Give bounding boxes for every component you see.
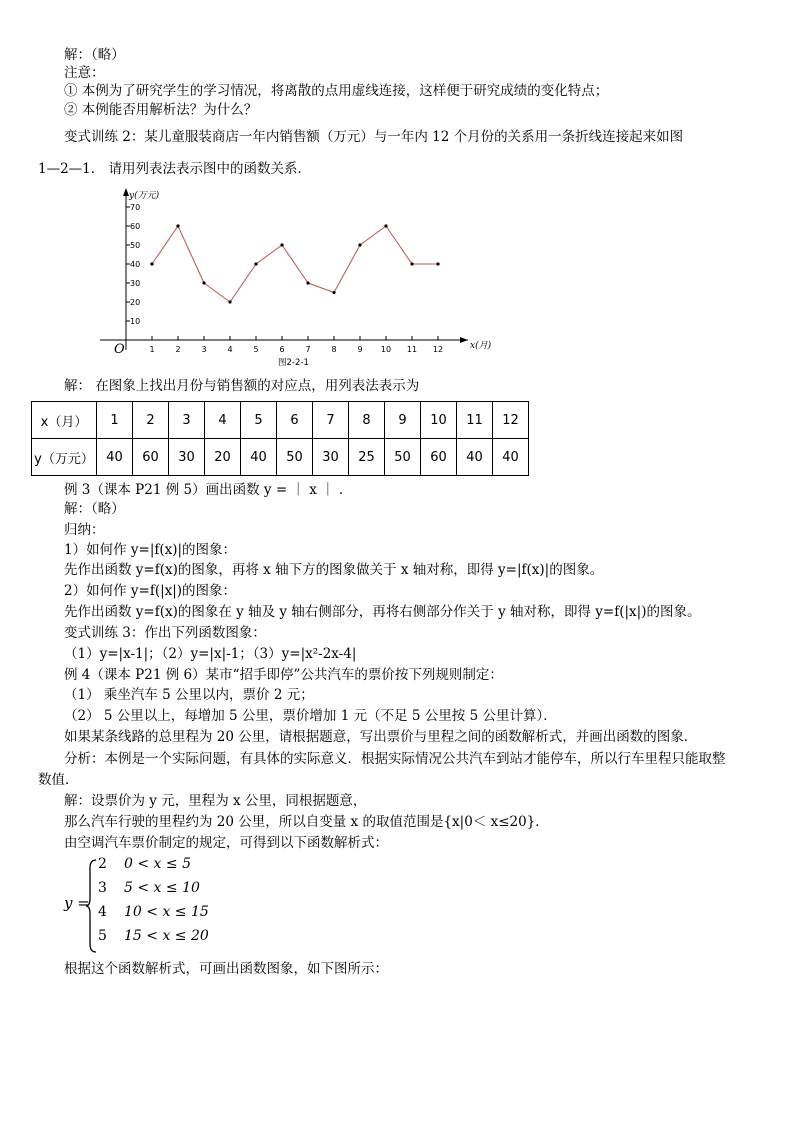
x-tick-label: 5: [253, 345, 259, 354]
piecewise-lhs: y =: [64, 894, 90, 912]
piecewise-range: 5 < x ≤ 10: [124, 880, 200, 896]
table-cell-month: 2: [133, 402, 169, 439]
summary-item-2: 2）如何作 y=f(|x|)的图象：: [64, 583, 237, 599]
table-cell-sales: 60: [421, 439, 457, 476]
x-tick-label: 7: [305, 345, 311, 354]
table-cell-sales: 25: [349, 439, 385, 476]
y-tick-label: 40: [130, 260, 141, 269]
y-tick-label: 20: [130, 298, 141, 307]
x-axis-label: x(月): [470, 341, 492, 351]
exercise-3-prompt: 变式训练 3：作出下列函数图象：: [64, 625, 266, 641]
y-tick-label: 50: [130, 241, 141, 250]
table-cell-month: 10: [421, 402, 457, 439]
table-cell-sales: 40: [241, 439, 277, 476]
example-4-title: 例 4（课本 P21 例 6）某市“招手即停”公共汽车的票价按下列规则制定：: [64, 667, 503, 683]
closing-text: 根据这个函数解析式，可画出函数图象，如下图所示：: [64, 961, 388, 977]
origin-label: O: [114, 342, 125, 357]
data-point: [332, 291, 335, 294]
table-cell-month: 4: [205, 402, 241, 439]
x-tick-label: 4: [227, 345, 233, 354]
table-cell-sales: 60: [133, 439, 169, 476]
piecewise-row: [98, 904, 209, 920]
data-point: [410, 262, 413, 265]
table-cell-month: 8: [349, 402, 385, 439]
series-line-segment: [204, 283, 230, 302]
data-point: [150, 262, 153, 265]
analysis-text-cont: 数值．: [38, 772, 79, 788]
series-line-segment: [230, 264, 256, 302]
note-heading: 注意：: [64, 65, 105, 81]
x-tick-label: 12: [432, 345, 444, 354]
piecewise-function: [64, 856, 224, 952]
piecewise-value: 2: [98, 856, 107, 872]
exercise-2-prompt: 变式训练 2：某儿童服装商店一年内销售额（万元）与一年内 12 个月份的关系用一条折线连接起来如图: [64, 129, 684, 145]
example-3-title: 例 3（课本 P21 例 5）画出函数 y = ｜ x ｜ ．: [64, 482, 353, 498]
table-cell-month: 3: [169, 402, 205, 439]
piecewise-value: 4: [98, 904, 107, 920]
summary-item-1: 1）如何作 y=|f(x)|的图象：: [64, 542, 237, 558]
x-tick-label: 2: [175, 345, 181, 354]
table-cell-sales: 40: [457, 439, 493, 476]
data-point: [280, 243, 283, 246]
x-tick-label: 9: [357, 345, 363, 354]
chart-caption: 图2-2-1: [278, 358, 309, 368]
series-line-segment: [386, 226, 412, 264]
piecewise-value: 5: [98, 928, 107, 944]
series-line-segment: [282, 245, 308, 283]
y-tick-label: 70: [130, 203, 141, 212]
data-point: [254, 262, 257, 265]
x-tick-label: 8: [331, 345, 337, 354]
table-header-y: y（万元）: [32, 439, 97, 476]
summary-item-2-text: 先作出函数 y=f(x)的图象在 y 轴及 y 轴右侧部分，再将右侧部分作关于 y 轴对称，即得 y=f(|x|)的图象。: [64, 604, 701, 620]
table-cell-sales: 30: [313, 439, 349, 476]
piecewise-row: [98, 928, 209, 944]
x-tick-label: 10: [380, 345, 392, 354]
x-axis-arrow: [460, 337, 468, 343]
piecewise-row: [98, 880, 200, 896]
example-4-question: 如果某条线路的总里程为 20 公里，请根据题意，写出票价与里程之间的函数解析式，并画出函数的图象．: [64, 729, 698, 745]
table-cell-month: 11: [457, 402, 493, 439]
table-cell-sales: 50: [385, 439, 421, 476]
y-axis-label: y(万元): [129, 191, 160, 201]
series-line-segment: [334, 245, 360, 293]
data-point: [228, 300, 231, 303]
table-row: [32, 439, 529, 476]
example-4-rule-1: （1） 乘坐汽车 5 公里以内，票价 2 元；: [64, 687, 314, 703]
table-cell-month: 9: [385, 402, 421, 439]
table-cell-month: 1: [97, 402, 133, 439]
data-point: [384, 224, 387, 227]
sales-line-chart: [96, 184, 516, 370]
series-line-segment: [256, 245, 282, 264]
analysis-text: 分析：本例是一个实际问题，有具体的实际意义．根据实际情况公共汽车到站才能停车，所以行车里程只能取整: [64, 751, 726, 767]
summary-item-1-text: 先作出函数 y=f(x)的图象，再将 x 轴下方的图象做关于 x 轴对称，即得 y=|f(x)|的图象。: [64, 562, 604, 578]
table-cell-sales: 40: [493, 439, 529, 476]
x-tick-label: 6: [279, 345, 285, 354]
solution-omitted-1: 解：（略）: [64, 47, 125, 63]
table-cell-month: 7: [313, 402, 349, 439]
piecewise-range: 10 < x ≤ 15: [124, 904, 209, 920]
note-item-2: ② 本例能否用解析法？为什么？: [64, 102, 258, 118]
table-cell-sales: 20: [205, 439, 241, 476]
piecewise-range: 15 < x ≤ 20: [124, 928, 209, 944]
data-point: [436, 262, 439, 265]
data-point: [358, 243, 361, 246]
series-line-segment: [360, 226, 386, 245]
exercise-3-items: （1）y=|x-1|；（2）y=|x|-1；（3）y=|x²-2x-4|: [64, 646, 357, 662]
y-tick-label: 60: [130, 222, 141, 231]
table-row: [32, 402, 529, 439]
y-tick-label: 30: [130, 279, 141, 288]
series-line-segment: [152, 226, 178, 264]
solution-domain: 那么汽车行驶的里程约为 20 公里，所以自变量 x 的取值范围是{x|0＜ x≤20}．: [64, 814, 549, 830]
solution-intro: 解：设票价为 y 元，里程为 x 公里，同根据题意，: [64, 793, 367, 809]
table-cell-month: 5: [241, 402, 277, 439]
x-tick-label: 3: [201, 345, 207, 354]
solution-exercise-2: 解： 在图象上找出月份与销售额的对应点，用列表法表示为: [64, 378, 420, 394]
note-item-1: ① 本例为了研究学生的学习情况，将离散的点用虚线连接，这样便于研究成绩的变化特点；: [64, 83, 609, 99]
summary-heading: 归纳：: [64, 522, 105, 538]
series-line-segment: [308, 283, 334, 293]
data-point: [202, 281, 205, 284]
exercise-2-prompt-cont: 1—2—1． 请用列表法表示图中的函数关系．: [38, 161, 312, 177]
table-cell-month: 12: [493, 402, 529, 439]
example-4-rule-2: （2） 5 公里以上，每增加 5 公里，票价增加 1 元（不足 5 公里按 5 公里计算）．: [64, 708, 557, 724]
x-tick-label: 1: [149, 345, 155, 354]
data-point: [306, 281, 309, 284]
piecewise-value: 3: [98, 880, 107, 896]
table-cell-sales: 40: [97, 439, 133, 476]
table-header-x: x（月）: [32, 402, 97, 439]
sales-table: [31, 401, 529, 476]
x-tick-label: 11: [406, 345, 418, 354]
y-tick-label: 10: [130, 317, 141, 326]
table-cell-sales: 50: [277, 439, 313, 476]
table-cell-month: 6: [277, 402, 313, 439]
left-brace: [86, 858, 98, 954]
series-line-segment: [178, 226, 204, 283]
table-cell-sales: 30: [169, 439, 205, 476]
piecewise-row: [98, 856, 191, 872]
solution-omitted-2: 解：（略）: [64, 501, 125, 517]
solution-rule: 由空调汽车票价制定的规定，可得到以下函数解析式：: [64, 835, 388, 851]
data-point: [176, 224, 179, 227]
piecewise-range: 0 < x ≤ 5: [124, 856, 191, 872]
